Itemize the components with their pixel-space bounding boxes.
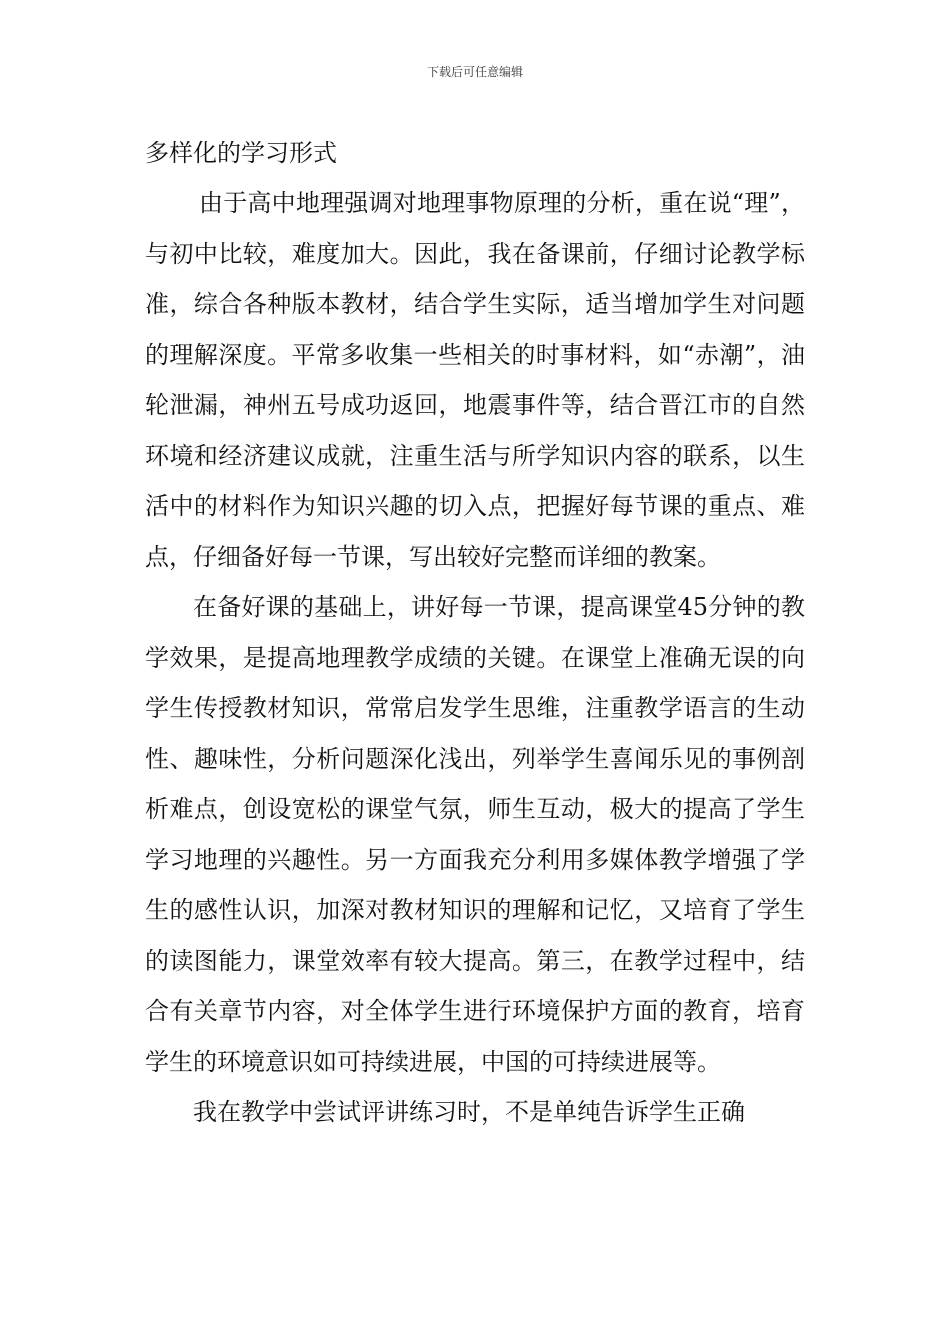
section-title: 多样化的学习形式 [145, 139, 337, 167]
document-body [145, 128, 805, 1138]
paragraph-3: 我在教学中尝试评讲练习时，不是单纯告诉学生正确 [193, 1098, 745, 1126]
header-note: 下载后可任意编辑 [426, 65, 523, 79]
paragraph-2: 在备好课的基础上，讲好每一节课，提高课堂45分钟的教学效果，是提高地理教学成绩的关键。在课堂上准确无误的向学生传授教材知识，常常启发学生思维，注重教学语言的生动性、趣味性，分析问题深化浅出，列举学生喜闻乐见的事例剖析难点，创设宽松的课堂气氛，师生互动，极大的提高了学生学习地理的兴趣性。另一方面我充分利用多媒体教学增强了学生的感性认识，加深对教材知识的理解和记忆，又培育了学生的读图能力，课堂效率有较大提高。第三，在教学过程中，结合有关章节内容，对全体学生进行环境保护方面的教育，培育学生的环境意识如可持续进展，中国的可持续进展等。 [145, 593, 805, 1076]
paragraph-1: 由于高中地理强调对地理事物原理的分析，重在说“理”，与初中比较，难度加大。因此，我在备课前，仔细讨论教学标准，综合各种版本教材，结合学生实际，适当增加学生对问题的理解深度。平常多收集一些相关的时事材料，如“赤潮”，油轮泄漏，神州五号成功返回，地震事件等，结合晋江市的自然环境和经济建议成就，注重生活与所学知识内容的联系，以生活中的材料作为知识兴趣的切入点，把握好每节课的重点、难点，仔细备好每一节课，写出较好完整而详细的教案。 [145, 189, 805, 571]
